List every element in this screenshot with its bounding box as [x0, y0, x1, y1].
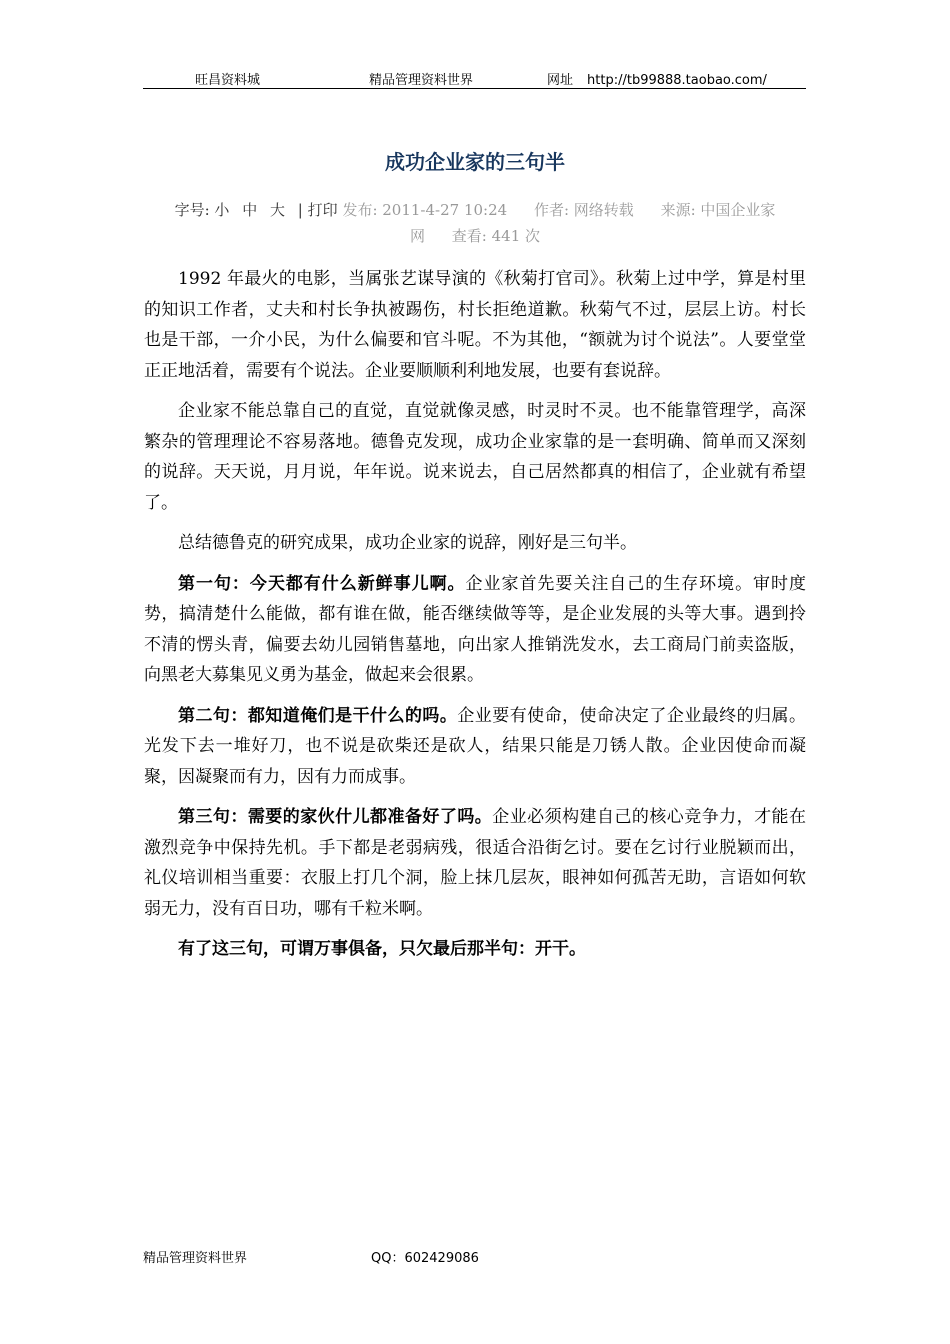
font-size-large-button[interactable]: 大 — [270, 201, 286, 219]
point-text: 企业家首先要关注自己的生存环境。审时度势，搞清楚什么能做，都有谁在做，能否继续做等等，是企业发展的头等大事。遇到拎不清的愣头青，偏要去幼儿园销售墓地，向出家人推销洗发水，去工商局门前卖盗版，向黑老大募集见义勇为基金，做起来会很累。 — [144, 573, 807, 685]
meta-separator: | — [297, 201, 303, 219]
author: 作者: 网络转载 — [533, 201, 634, 219]
header-tagline: 精品管理资料世界 — [369, 73, 474, 88]
print-button[interactable]: 打印 — [307, 201, 338, 219]
conclusion-paragraph — [144, 934, 806, 965]
font-size-medium-button[interactable]: 中 — [242, 201, 258, 219]
page-header — [143, 66, 806, 89]
point-lead: 第二句：都知道俺们是干什么的吗。 — [178, 705, 458, 726]
paragraph: 总结德鲁克的研究成果，成功企业家的说辞，刚好是三句半。 — [178, 533, 637, 553]
point-paragraph — [144, 569, 806, 691]
header-url-label: 网址 — [547, 73, 574, 88]
point-text: 企业要有使命，使命决定了企业最终的归属。光发下去一堆好刀，也不说是砍柴还是砍人，结果只能是刀锈人散。企业因使命而凝聚，因凝聚而有力，因有力而成事。 — [144, 705, 807, 787]
source: 来源: 中国企业家 — [660, 201, 776, 219]
point-text: 企业必须构建自己的核心竞争力，才能在激烈竞争中保持先机。手下都是老弱病残，很适合沿街乞讨。要在乞讨行业脱颖而出，礼仪培训相当重要：衣服上打几个洞，脸上抹几层灰，眼神如何孤苦无助，言语如何软弱无力，没有百日功，哪有千粒米啊。 — [144, 807, 807, 919]
font-size-label: 字号: — [174, 201, 210, 219]
header-site-name: 旺昌资料城 — [195, 73, 261, 88]
point-paragraph — [144, 701, 806, 793]
article-meta — [160, 197, 790, 249]
article-body — [144, 264, 806, 975]
header-url-block — [547, 69, 767, 88]
footer-qq: QQ：602429086 — [371, 1251, 479, 1266]
source-suffix: 网 — [409, 227, 425, 245]
footer-tagline: 精品管理资料世界 — [143, 1251, 248, 1266]
header-url-link[interactable]: http://tb99888.taobao.com/ — [587, 73, 767, 88]
point-paragraph — [144, 802, 806, 924]
conclusion: 有了这三句，可谓万事俱备，只欠最后那半句：开干。 — [178, 939, 586, 959]
publish-date: 发布: 2011-4-27 10:24 — [342, 201, 508, 219]
paragraph: 企业家不能总靠自己的直觉，直觉就像灵感，时灵时不灵。也不能靠管理学，高深繁杂的管理理论不容易落地。德鲁克发现，成功企业家靠的是一套明确、简单而又深刻的说辞。天天说，月月说，年年说。说来说去，自己居然都真的相信了，企业就有希望了。 — [144, 401, 806, 513]
font-size-small-button[interactable]: 小 — [214, 201, 230, 219]
point-lead: 第一句：今天都有什么新鲜事儿啊。 — [178, 573, 466, 594]
view-count: 查看: 441 次 — [451, 227, 541, 245]
paragraph: 1992 年最火的电影，当属张艺谋导演的《秋菊打官司》。秋菊上过中学，算是村里的知识工作者，丈夫和村长争执被踢伤，村长拒绝道歉。秋菊气不过，层层上访。村长也是干部，一介小民，为什么偏要和官斗呢。不为其他，“额就为讨个说法”。人要堂堂正正地活着，需要有个说法。企业要顺顺利利地发展，也要有套说辞。 — [144, 269, 806, 381]
article-title: 成功企业家的三句半 — [385, 150, 565, 174]
point-lead: 第三句：需要的家伙什儿都准备好了吗。 — [178, 807, 493, 827]
